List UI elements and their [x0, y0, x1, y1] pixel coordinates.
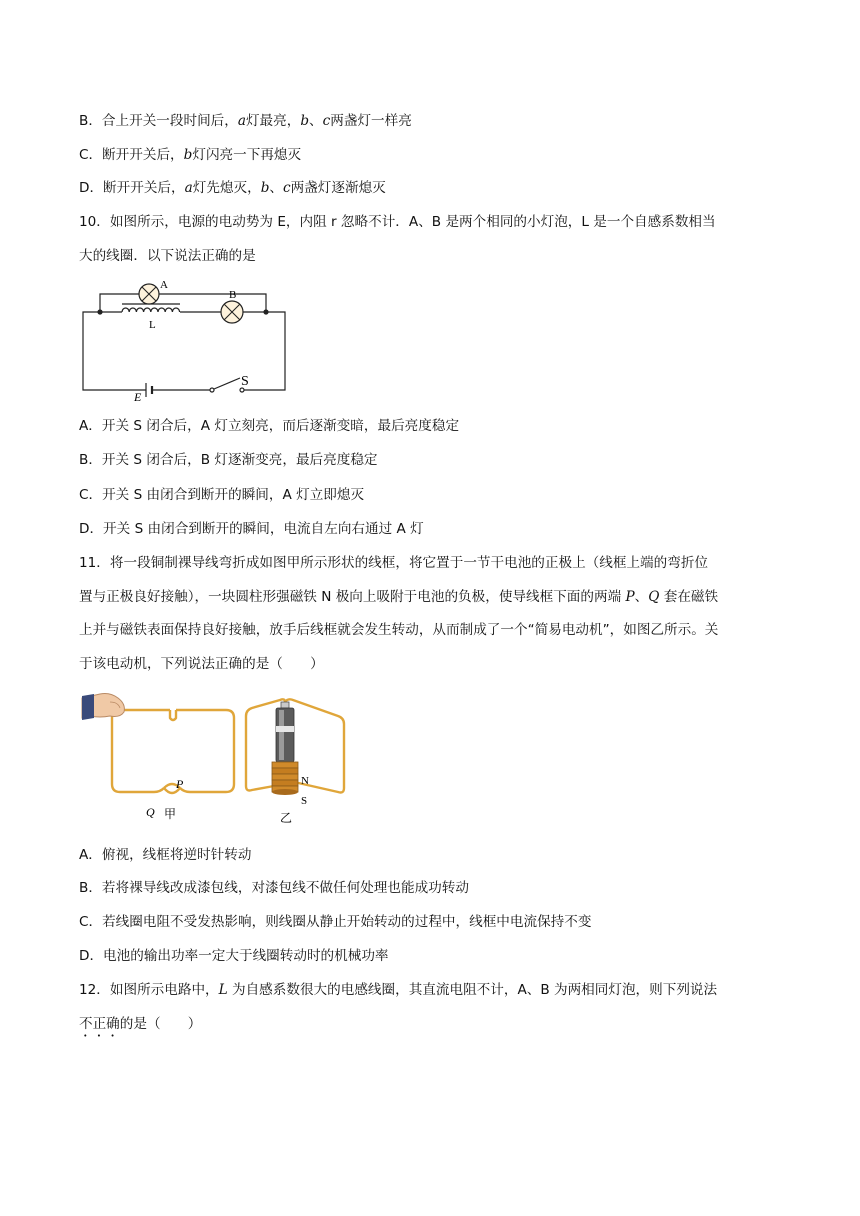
- q10-option-c: C．开关 S 由闭合到断开的瞬间，A 灯立即熄灭: [79, 487, 365, 503]
- q12-stem-line2: [79, 1014, 201, 1040]
- var-a: a: [184, 180, 193, 196]
- label-jia: 甲: [164, 807, 177, 821]
- lamp-b-icon: [221, 301, 243, 323]
- text: 、: [634, 589, 649, 605]
- text: 套在磁铁: [659, 589, 719, 605]
- q11-option-b: B．若将裸导线改成漆包线，对漆包线不做任何处理也能成功转动: [79, 880, 469, 896]
- q10-stem-line1: 10．如图所示，电源的电动势为 E，内阻 r 忽略不计．A、B 是两个相同的小灯泡，L 是一个自感系数相当: [79, 214, 716, 230]
- var-b: b: [300, 113, 310, 129]
- q10-option-a: A．开关 S 闭合后，A 灯立刻亮，而后逐渐变暗，最后亮度稳定: [79, 418, 460, 434]
- label-a: A: [160, 279, 168, 291]
- q9-option-d: [79, 178, 386, 198]
- battery-icon: [276, 702, 294, 762]
- label-q: Q: [146, 805, 155, 819]
- label-s: S: [301, 795, 308, 807]
- label-e: E: [134, 390, 142, 404]
- label-s: S: [241, 374, 249, 389]
- text: 两盏灯一样亮: [330, 113, 412, 129]
- label-l: L: [149, 319, 156, 331]
- text: D．断开开关后，: [79, 180, 185, 196]
- text: 为自感系数很大的电感线圈，其直流电阻不计，A、B 为两相同灯泡，则下列说法: [227, 982, 718, 998]
- text: 12．如图所示电路中，: [79, 982, 219, 998]
- var-b: b: [260, 180, 270, 196]
- text: 灯最亮，: [245, 113, 301, 129]
- label-yi: 乙: [280, 811, 293, 825]
- label-p: P: [176, 777, 184, 791]
- text: C．断开开关后，: [79, 147, 184, 163]
- var-c: c: [322, 113, 331, 129]
- q11-stem-line1: 11．将一段铜制裸导线弯折成如图甲所示形状的线框，将它置于一节干电池的正极上（线框上端的弯折位: [79, 555, 709, 571]
- q12-stem-line1: [79, 980, 717, 1000]
- q9-option-b: [79, 111, 412, 131]
- q11-motor-figure: [80, 688, 352, 828]
- q11-stem-line2: [79, 587, 718, 607]
- q10-option-d: D．开关 S 由闭合到断开的瞬间，电流自左向右通过 A 灯: [79, 521, 424, 537]
- q10-option-b: B．开关 S 闭合后，B 灯逐渐变亮，最后亮度稳定: [79, 452, 378, 468]
- var-l: L: [218, 982, 228, 998]
- emphasized-text: 不正确: [79, 1016, 120, 1032]
- var-p: P: [625, 589, 635, 605]
- text: 、: [309, 113, 323, 129]
- q11-stem-line4: 于该电动机，下列说法正确的是（ ）: [79, 656, 324, 672]
- text: 、: [269, 180, 283, 196]
- var-b: b: [183, 147, 193, 163]
- text: 两盏灯逐渐熄灭: [290, 180, 386, 196]
- q11-stem-line3: 上并与磁铁表面保持良好接触，放手后线框就会发生转动，从而制成了一个“简易电动机”，如图乙所示。关: [79, 622, 719, 638]
- magnet-icon: [272, 762, 298, 795]
- label-n: N: [301, 775, 309, 787]
- text: 灯先熄灭，: [192, 180, 261, 196]
- text: 的是（ ）: [119, 1016, 202, 1032]
- label-b: B: [229, 289, 237, 301]
- q10-stem-line2: 大的线圈．以下说法正确的是: [79, 248, 256, 264]
- hand-icon: [82, 694, 124, 721]
- q9-option-c: [79, 145, 301, 165]
- q11-option-d: D．电池的输出功率一定大于线圈转动时的机械功率: [79, 948, 389, 964]
- var-c: c: [283, 180, 291, 196]
- var-a: a: [237, 113, 246, 129]
- text: B．合上开关一段时间后，: [79, 113, 238, 129]
- lamp-a-icon: [139, 284, 159, 304]
- wire-frame-jia: [112, 710, 234, 793]
- q11-option-c: C．若线圈电阻不受发热影响，则线圈从静止开始转动的过程中，线框中电流保持不变: [79, 914, 592, 930]
- var-q: Q: [648, 589, 660, 605]
- q11-option-a: A．俯视，线框将逆时针转动: [79, 847, 252, 863]
- q10-circuit-diagram: [78, 276, 292, 404]
- text: 灯闪亮一下再熄灭: [192, 147, 302, 163]
- text: 置与正极良好接触），一块圆柱形强磁铁 N 极向上吸附于电池的负极，使导线框下面的两端: [79, 589, 626, 605]
